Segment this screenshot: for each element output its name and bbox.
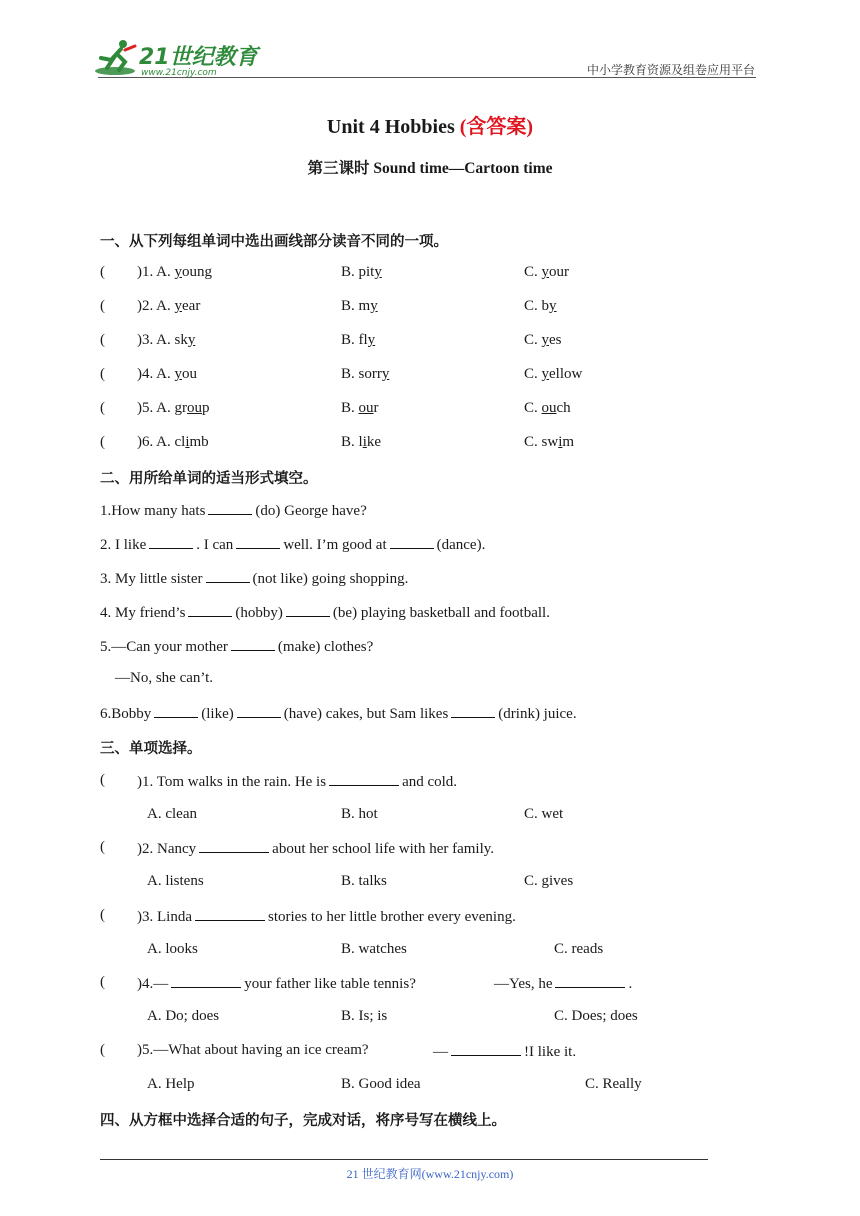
option-b: B. talks [341,873,387,889]
option-b: B. watches [341,941,407,957]
option-a: A. looks [147,941,198,957]
choice-row: ( [100,366,105,382]
fill-question-6: 6.Bobby (like) (have) cakes, but Sam likes (drink) juice. [100,706,577,722]
mc-question-5: ( [100,1042,105,1058]
footer-divider [100,1159,708,1160]
answer-blank[interactable] [329,772,399,786]
header-divider [98,77,756,78]
option-b: B. Is; is [341,1008,388,1024]
logo-text: 21世纪教育 [139,45,258,70]
option-c: C. Does; does [554,1008,638,1024]
answer-blank[interactable] [390,535,434,549]
answer-blank[interactable] [154,704,198,718]
lesson-subtitle: 第三课时 Sound time—Cartoon time [307,160,553,177]
fill-question-5-reply: —No, she can’t. [115,670,214,686]
choice-row: ( [100,400,105,416]
section1-heading: 一、从下列每组单词中选出画线部分读音不同的一项。 [100,234,448,250]
choice-row: ( [100,434,105,450]
option-a: A. clean [147,806,197,822]
fill-question-3: 3. My little sister (not like) going shopping. [100,571,409,587]
choice-row: ( [100,298,105,314]
mc-question-2: ( [100,839,105,855]
option-a: A. listens [147,873,204,889]
option-a: A. Do; does [147,1008,220,1024]
option-c: C. reads [554,941,604,957]
mc-question-4: ( [100,974,105,990]
answer-blank[interactable] [208,501,252,515]
answer-blank[interactable] [149,535,193,549]
section3-heading: 三、单项选择。 [100,741,202,757]
option-c: C. wet [524,806,564,822]
answer-blank[interactable] [237,704,281,718]
option-c: C. Really [585,1076,642,1092]
fill-question-4: 4. My friend’s (hobby) (be) playing basketball and football. [100,605,550,621]
answer-blank[interactable] [451,704,495,718]
answer-blank[interactable] [206,569,250,583]
mc-question-1: ( [100,772,105,788]
option-c: C. gives [524,873,574,889]
answer-blank[interactable] [451,1042,521,1056]
mc-question-3: ( [100,907,105,923]
logo-url: www.21cnjy.com [141,68,217,78]
fill-question-1: 1.How many hats (do) George have? [100,503,367,519]
answer-blank[interactable] [231,637,275,651]
answer-blank[interactable] [171,974,241,988]
section2-heading: 二、用所给单词的适当形式填空。 [100,471,318,487]
choice-row: ( [100,332,105,348]
answer-blank[interactable] [286,603,330,617]
option-a: A. Help [147,1076,195,1092]
footer-link[interactable]: 21 世纪教育网(www.21cnjy.com) [346,1167,514,1181]
runner-logo-icon [93,38,263,78]
answer-tag: (含答案) [459,116,534,138]
fill-question-5: 5.—Can your mother (make) clothes? [100,639,374,655]
platform-tagline: 中小学教育资源及组卷应用平台 [586,63,755,77]
page-title: Unit 4 Hobbies (含答案) [326,116,534,138]
logo [93,38,263,78]
answer-blank[interactable] [195,907,265,921]
answer-blank[interactable] [199,839,269,853]
section4-heading: 四、从方框中选择合适的句子，完成对话，将序号写在横线上。 [100,1113,506,1129]
option-b: B. Good idea [341,1076,421,1092]
option-b: B. hot [341,806,378,822]
choice-row: ( [100,264,105,280]
answer-blank[interactable] [188,603,232,617]
fill-question-2: 2. I like . I can well. I’m good at (dance). [100,537,486,553]
answer-blank[interactable] [236,535,280,549]
answer-blank[interactable] [555,974,625,988]
